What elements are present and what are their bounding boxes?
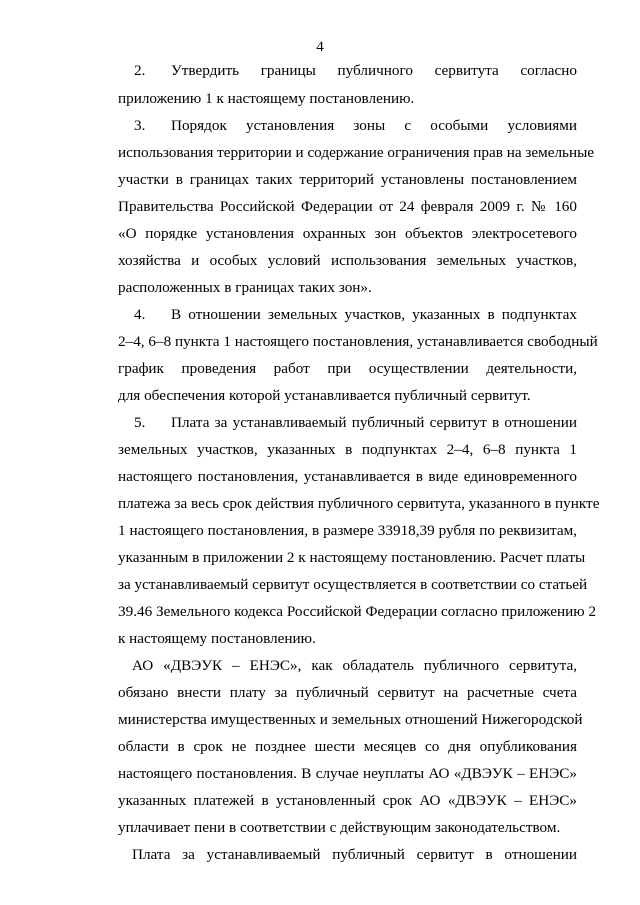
text-line: 2–4, 6–8 пункта 1 настоящего постановления, устанавливается свободный — [118, 333, 598, 350]
text-line: участки в границах таких территорий установлены постановлением — [118, 171, 577, 188]
page-number: 4 — [316, 39, 324, 55]
paragraph-first-line: Плата за устанавливаемый публичный сервитут в отношении — [132, 846, 577, 863]
item-number: 4. — [134, 306, 146, 323]
item-number: 5. — [134, 414, 146, 431]
text-line: использования территории и содержание ограничения прав на земельные — [118, 144, 595, 161]
text-line: за устанавливаемый сервитут осуществляется в соответствии со статьей — [118, 576, 588, 593]
text-line: 39.46 Земельного кодекса Российской Федерации согласно приложению 2 — [118, 603, 597, 620]
item-text: Утвердить границы публичного сервитута согласно — [171, 62, 577, 79]
text-line: министерства имущественных и земельных отношений Нижегородской — [118, 711, 583, 728]
text-line: «О порядке установления охранных зон объектов электросетевого — [118, 225, 577, 242]
text-line: график проведения работ при осуществлении деятельности, — [118, 360, 577, 377]
item-number: 2. — [134, 62, 146, 79]
text-line: уплачивает пени в соответствии с действующим законодательством. — [118, 819, 561, 836]
text-line: платежа за весь срок действия публичного сервитута, указанного в пункте — [118, 495, 600, 512]
text-line: указанных платежей в установленный срок АО «ДВЭУК – ЕНЭС» — [118, 792, 577, 809]
text-line: 1 настоящего постановления, в размере 33918,39 рубля по реквизитам, — [118, 522, 577, 539]
text-line: хозяйства и особых условий использования земельных участков, — [118, 252, 577, 269]
text-line: земельных участков, указанных в подпунктах 2–4, 6–8 пункта 1 — [118, 441, 577, 458]
item-number: 3. — [134, 117, 146, 134]
text-line: указанным в приложении 2 к настоящему постановлению. Расчет платы — [118, 549, 586, 566]
item-text: Порядок установления зоны с особыми условиями — [171, 117, 577, 134]
text-line: к настоящему постановлению. — [118, 630, 316, 647]
text-line: для обеспечения которой устанавливается публичный сервитут. — [118, 387, 531, 404]
text-line: настоящего постановления. В случае неуплаты АО «ДВЭУК – ЕНЭС» — [118, 765, 577, 782]
text-line: приложению 1 к настоящему постановлению. — [118, 90, 415, 107]
paragraph-first-line: АО «ДВЭУК – ЕНЭС», как обладатель публичного сервитута, — [132, 657, 577, 674]
item-text: Плата за устанавливаемый публичный сервитут в отношении — [171, 414, 577, 431]
item-text: В отношении земельных участков, указанных в подпунктах — [171, 306, 577, 323]
text-line: расположенных в границах таких зон». — [118, 279, 372, 296]
text-line: Правительства Российской Федерации от 24 февраля 2009 г. № 160 — [118, 198, 577, 215]
text-line: обязано внести плату за публичный сервитут на расчетные счета — [118, 684, 577, 701]
text-line: области в срок не позднее шести месяцев со дня опубликования — [118, 738, 577, 755]
text-line: настоящего постановления, устанавливается в виде единовременного — [118, 468, 577, 485]
